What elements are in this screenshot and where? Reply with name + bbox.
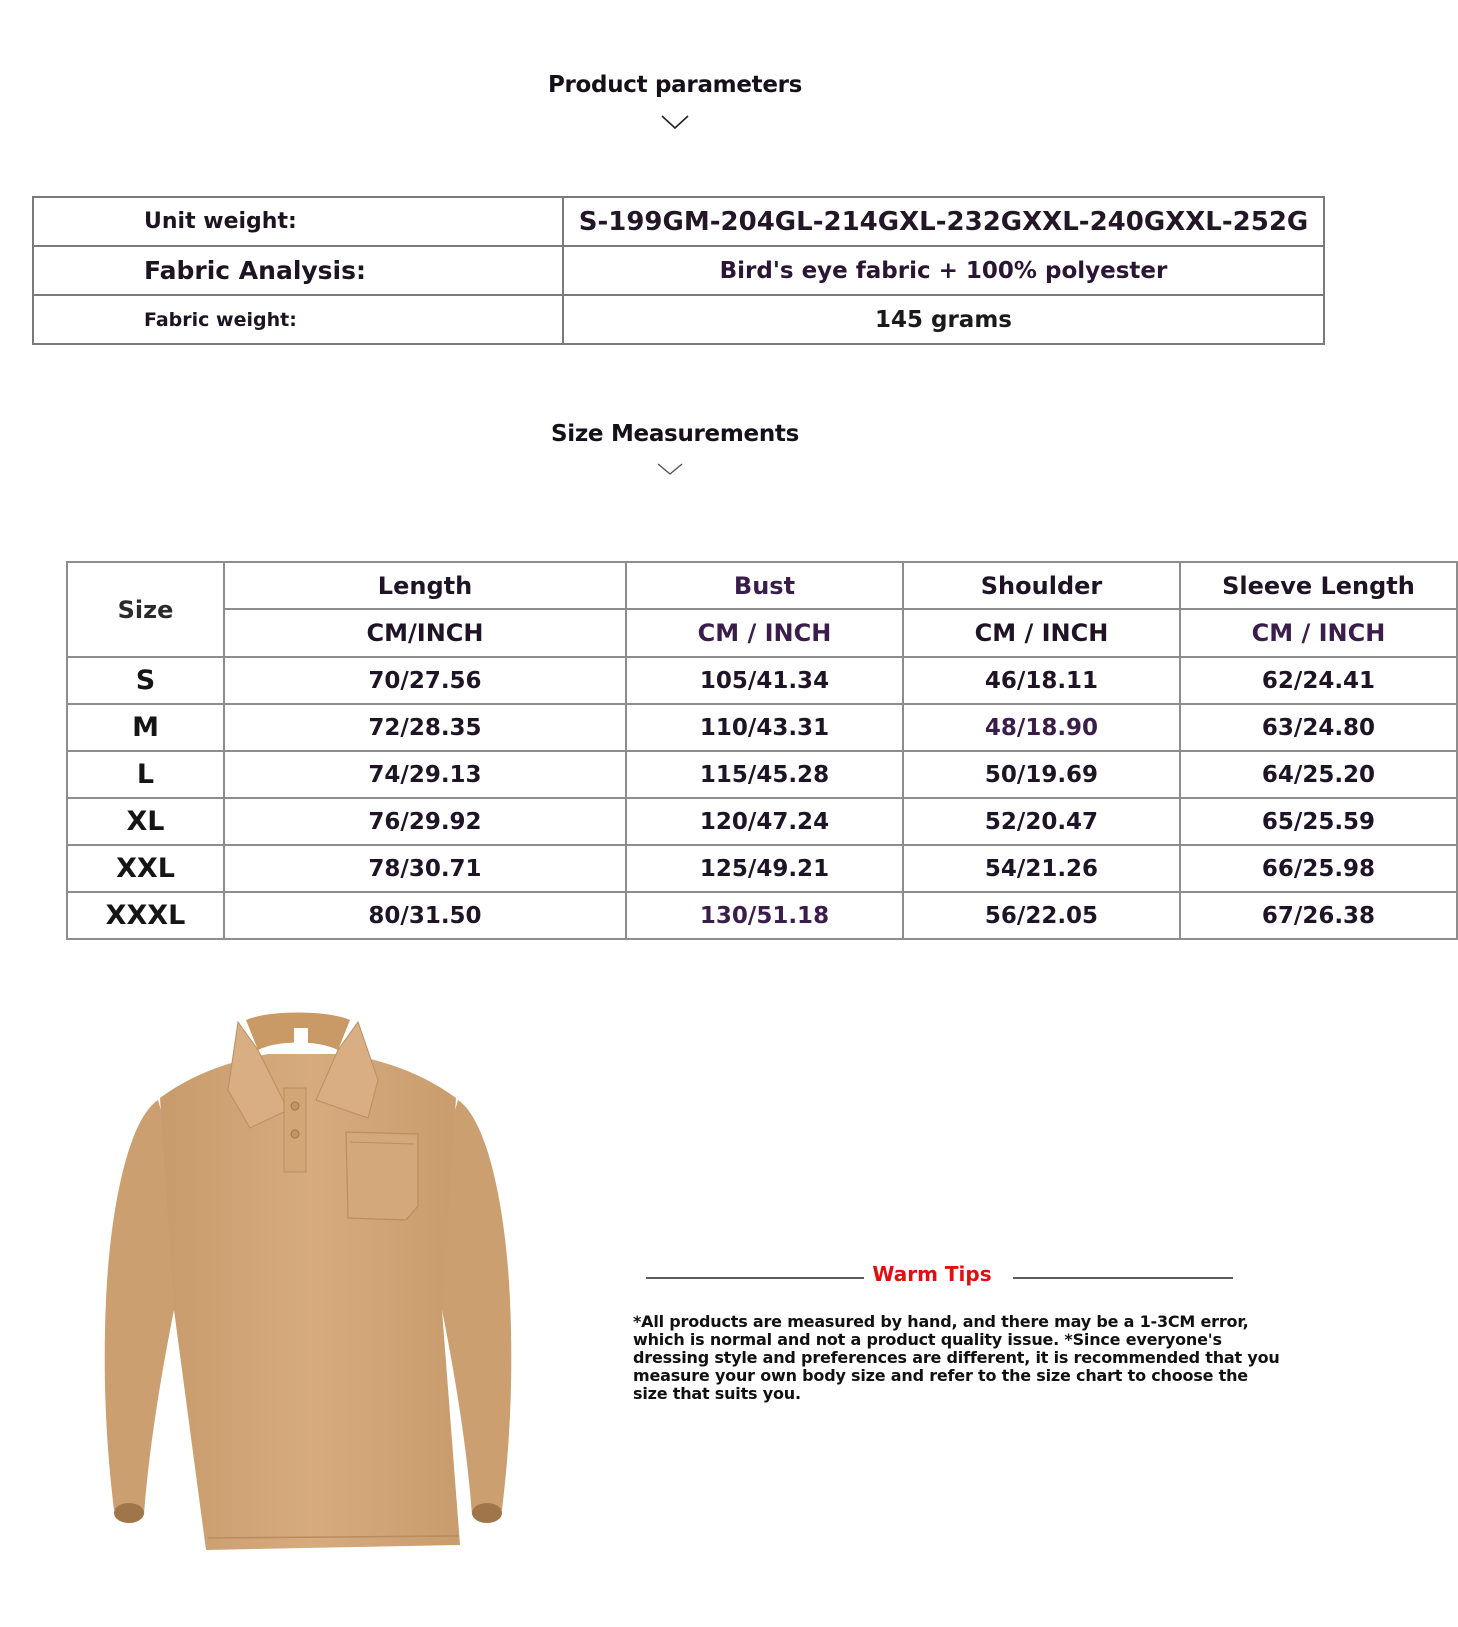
bust-value: 110/43.31 <box>626 704 903 751</box>
shirt-body <box>160 1054 460 1550</box>
length-value: 70/27.56 <box>224 657 626 704</box>
bust-value: 130/51.18 <box>626 892 903 939</box>
table-row <box>67 657 1457 704</box>
chevron-down-icon <box>661 114 689 130</box>
size-chart-table <box>66 561 1458 940</box>
table-row <box>67 751 1457 798</box>
column-header-shoulder: Shoulder <box>903 562 1180 609</box>
shoulder-value: 54/21.26 <box>903 845 1180 892</box>
column-header-sleeve-length: Sleeve Length <box>1180 562 1457 609</box>
size-measurements-title: Size Measurements <box>551 421 799 447</box>
bust-value: 120/47.24 <box>626 798 903 845</box>
shoulder-value: 56/22.05 <box>903 892 1180 939</box>
chevron-down-icon <box>657 462 683 476</box>
size-name: L <box>67 751 224 798</box>
unit-shoulder: CM / INCH <box>903 609 1180 657</box>
warm-tips-title: Warm Tips <box>872 1262 992 1286</box>
length-value: 78/30.71 <box>224 845 626 892</box>
header-row <box>67 562 1457 609</box>
sleeve-value: 66/25.98 <box>1180 845 1457 892</box>
size-name: XL <box>67 798 224 845</box>
param-label-unit-weight: Unit weight: <box>33 197 563 246</box>
table-row <box>67 704 1457 751</box>
product-parameters-table <box>32 196 1325 345</box>
table-row <box>67 845 1457 892</box>
shoulder-value: 50/19.69 <box>903 751 1180 798</box>
sleeve-value: 67/26.38 <box>1180 892 1457 939</box>
table-row <box>33 197 1324 246</box>
length-value: 76/29.92 <box>224 798 626 845</box>
param-label-fabric-weight: Fabric weight: <box>33 295 563 344</box>
unit-bust: CM / INCH <box>626 609 903 657</box>
shoulder-value: 52/20.47 <box>903 798 1180 845</box>
param-value-fabric-weight: 145 grams <box>563 295 1324 344</box>
sleeve-value: 64/25.20 <box>1180 751 1457 798</box>
param-value-fabric-analysis: Bird's eye fabric + 100% polyester <box>563 246 1324 295</box>
length-value: 74/29.13 <box>224 751 626 798</box>
table-row <box>67 892 1457 939</box>
unit-row <box>67 609 1457 657</box>
product-parameters-title: Product parameters <box>547 72 803 98</box>
sleeve-value: 65/25.59 <box>1180 798 1457 845</box>
table-row <box>33 246 1324 295</box>
shirt-left-cuff <box>114 1503 144 1523</box>
product-image <box>88 1010 528 1560</box>
warm-tips-text: *All products are measured by hand, and there may be a 1-3CM error, which is normal and not a product quality issue. *Since everyone's dressing style and preferences are different, it is recommended that you measure your own body size and refer to the size chart to choose the size that suits you. <box>633 1312 1280 1403</box>
sleeve-value: 62/24.41 <box>1180 657 1457 704</box>
column-header-bust: Bust <box>626 562 903 609</box>
shoulder-value: 46/18.11 <box>903 657 1180 704</box>
size-column-header: Size <box>67 562 224 657</box>
table-row <box>67 798 1457 845</box>
sleeve-value: 63/24.80 <box>1180 704 1457 751</box>
size-name: XXL <box>67 845 224 892</box>
length-value: 80/31.50 <box>224 892 626 939</box>
bust-value: 125/49.21 <box>626 845 903 892</box>
shirt-pocket <box>346 1132 418 1220</box>
unit-length: CM/INCH <box>224 609 626 657</box>
length-value: 72/28.35 <box>224 704 626 751</box>
bust-value: 105/41.34 <box>626 657 903 704</box>
param-label-fabric-analysis: Fabric Analysis: <box>33 246 563 295</box>
param-value-unit-weight: S-199GM-204GL-214GXL-232GXXL-240GXXL-252G <box>563 197 1324 246</box>
shoulder-value: 48/18.90 <box>903 704 1180 751</box>
bust-value: 115/45.28 <box>626 751 903 798</box>
divider-line-right <box>1013 1277 1233 1279</box>
unit-sleeve-length: CM / INCH <box>1180 609 1457 657</box>
table-row <box>33 295 1324 344</box>
size-name: S <box>67 657 224 704</box>
size-name: XXXL <box>67 892 224 939</box>
size-name: M <box>67 704 224 751</box>
divider-line-left <box>646 1277 864 1279</box>
column-header-length: Length <box>224 562 626 609</box>
shirt-right-cuff <box>472 1503 502 1523</box>
